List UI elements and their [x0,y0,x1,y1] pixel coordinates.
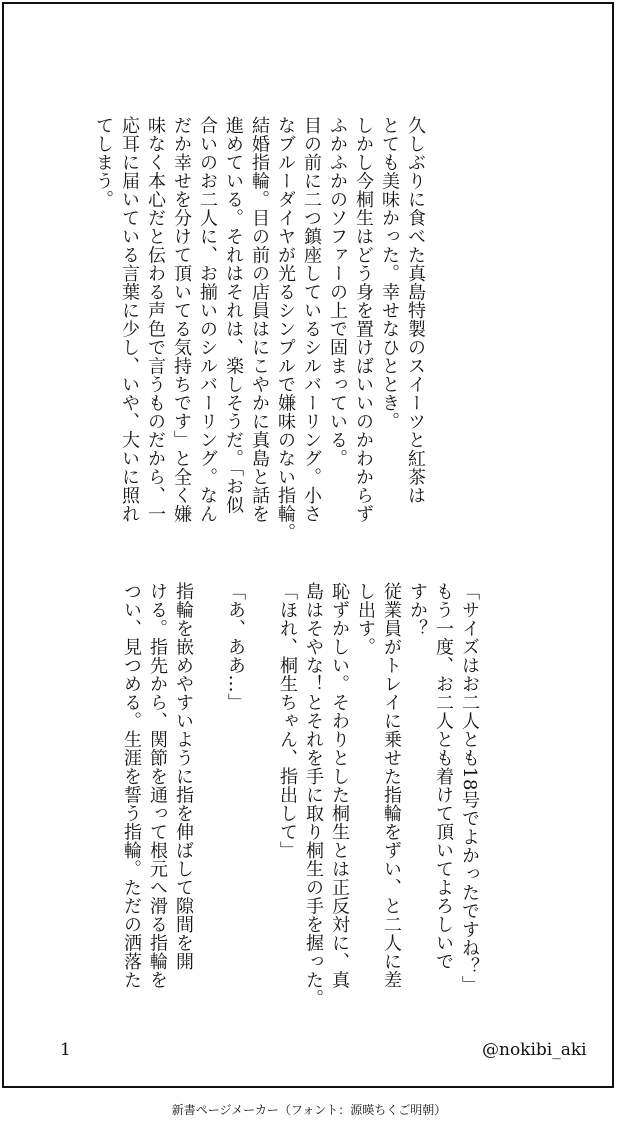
text-line: 合いのお二人に、お揃いのシルバーリング。なん [197,116,218,523]
text-line: ける。指先から、関節を通って根元へ滑る指輪を [147,582,168,989]
text-line: もう一度、お二人とも着けて頂いてよろしいで [433,582,454,971]
text-line: 味なく本心だと伝わる声色で言うものだから、一 [145,116,166,523]
text-line: すか？ [407,582,428,638]
text-line: 応耳に届いている言葉に少し、いや、大いに照れ [119,116,140,523]
text-line: 指輪を嵌めやすいように指を伸ばして隙間を開 [173,582,194,971]
text-line: 「ほれ、桐生ちゃん、指出して」 [277,582,298,860]
text-block-top [90,116,428,542]
text-line [248,582,274,1002]
text-line: つい、見つめる。生涯を誓う指輪。ただの洒落た [121,582,142,989]
text-line: 目の前に二つ鎮座しているシルバーリング。小さ [301,116,322,523]
text-line: 恥ずかしい。そわりとした桐生とは正反対に、真 [329,582,350,989]
text-block-bottom [118,582,482,1008]
footer-credit: 新書ページメーカー（フォント：源暎ちくご明朝） [171,1103,447,1117]
text-line: し出す。 [355,582,376,656]
text-line: だか幸せを分けて頂いてる気持ちです」と全く嫌 [171,116,192,523]
text-line: ふかふかのソファーの上で固まっている。 [327,116,348,468]
text-line: 「あ、ああ…」 [225,582,246,712]
text-line [196,582,222,1002]
text-line: しかし今桐生はどう身を置けばいいのかわからず [353,116,374,523]
text-line: 「サイズはお二人とも18号でよかったですね？」 [459,582,480,995]
text-line: なブルーダイヤが光るシンプルで嫌味のない指輪。 [275,116,296,542]
text-line: 結婚指輪。目の前の店員はにこやかに真島と話を [249,116,270,523]
page-number: 1 [60,1040,71,1060]
novel-page [2,2,614,1088]
text-line: 島はそやな！とそれを手に取り桐生の手を握った。 [303,582,324,1008]
text-line: てしまう。 [93,116,114,209]
author-handle: @nokibi_aki [482,1040,587,1060]
text-line: 従業員がトレイに乗せた指輪をずい、と二人に差 [381,582,402,989]
text-line: 進めている。それはそれは、楽しそうだ。「お似 [223,116,244,514]
text-line: 久しぶりに食べた真島特製のスイーツと紅茶は [405,116,426,505]
text-line: とても美味かった。幸せなひととき。 [379,116,400,431]
